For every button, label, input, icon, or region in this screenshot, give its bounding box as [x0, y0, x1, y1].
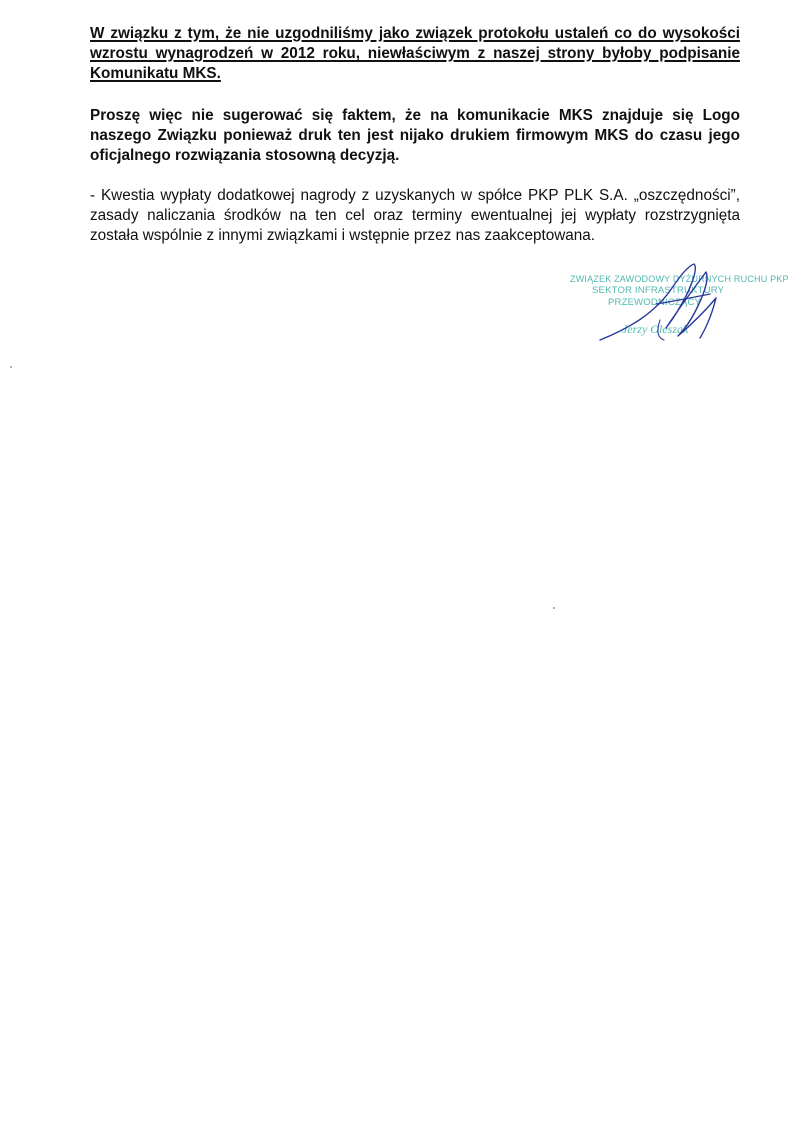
- letter-body: [90, 24, 740, 246]
- scan-speck: [553, 607, 555, 609]
- stamp-signatory-name: Jerzy Oleszak: [622, 322, 689, 336]
- official-stamp: [560, 258, 789, 348]
- paragraph-mks-refusal: W związku z tym, że nie uzgodniliśmy jako związek protokołu ustaleń co do wysokości wzrostu wynagrodzeń w 2012 roku, niewłaściwym z naszej strony byłoby podpisanie Komunikatu MKS.: [90, 25, 740, 82]
- scan-speck: [10, 366, 12, 368]
- stamp-union-name: ZWIĄZEK ZAWODOWY DYŻURNYCH RUCHU PKP: [570, 274, 789, 284]
- handwritten-signature-icon: [560, 258, 780, 348]
- paragraph-logo-note: Proszę więc nie sugerować się faktem, że na komunikacie MKS znajduje się Logo naszego Związku ponieważ druk ten jest nijako drukiem firmowym MKS do czasu jego oficjalnego rozwiązania stosowną decyzją.: [90, 107, 740, 164]
- stamp-role: PRZEWODNICZĄCY: [608, 297, 702, 308]
- paragraph-bonus-note: - Kwestia wypłaty dodatkowej nagrody z uzyskanych w spółce PKP PLK S.A. „oszczędności”, zasady naliczania środków na ten cel oraz terminy ewentualnej jej wypłaty rozstrzygnięta została wspólnie z innymi związkami i wstępnie przez nas zaakceptowana.: [90, 187, 740, 244]
- stamp-sector: SEKTOR INFRASTRUKTURY: [592, 285, 725, 296]
